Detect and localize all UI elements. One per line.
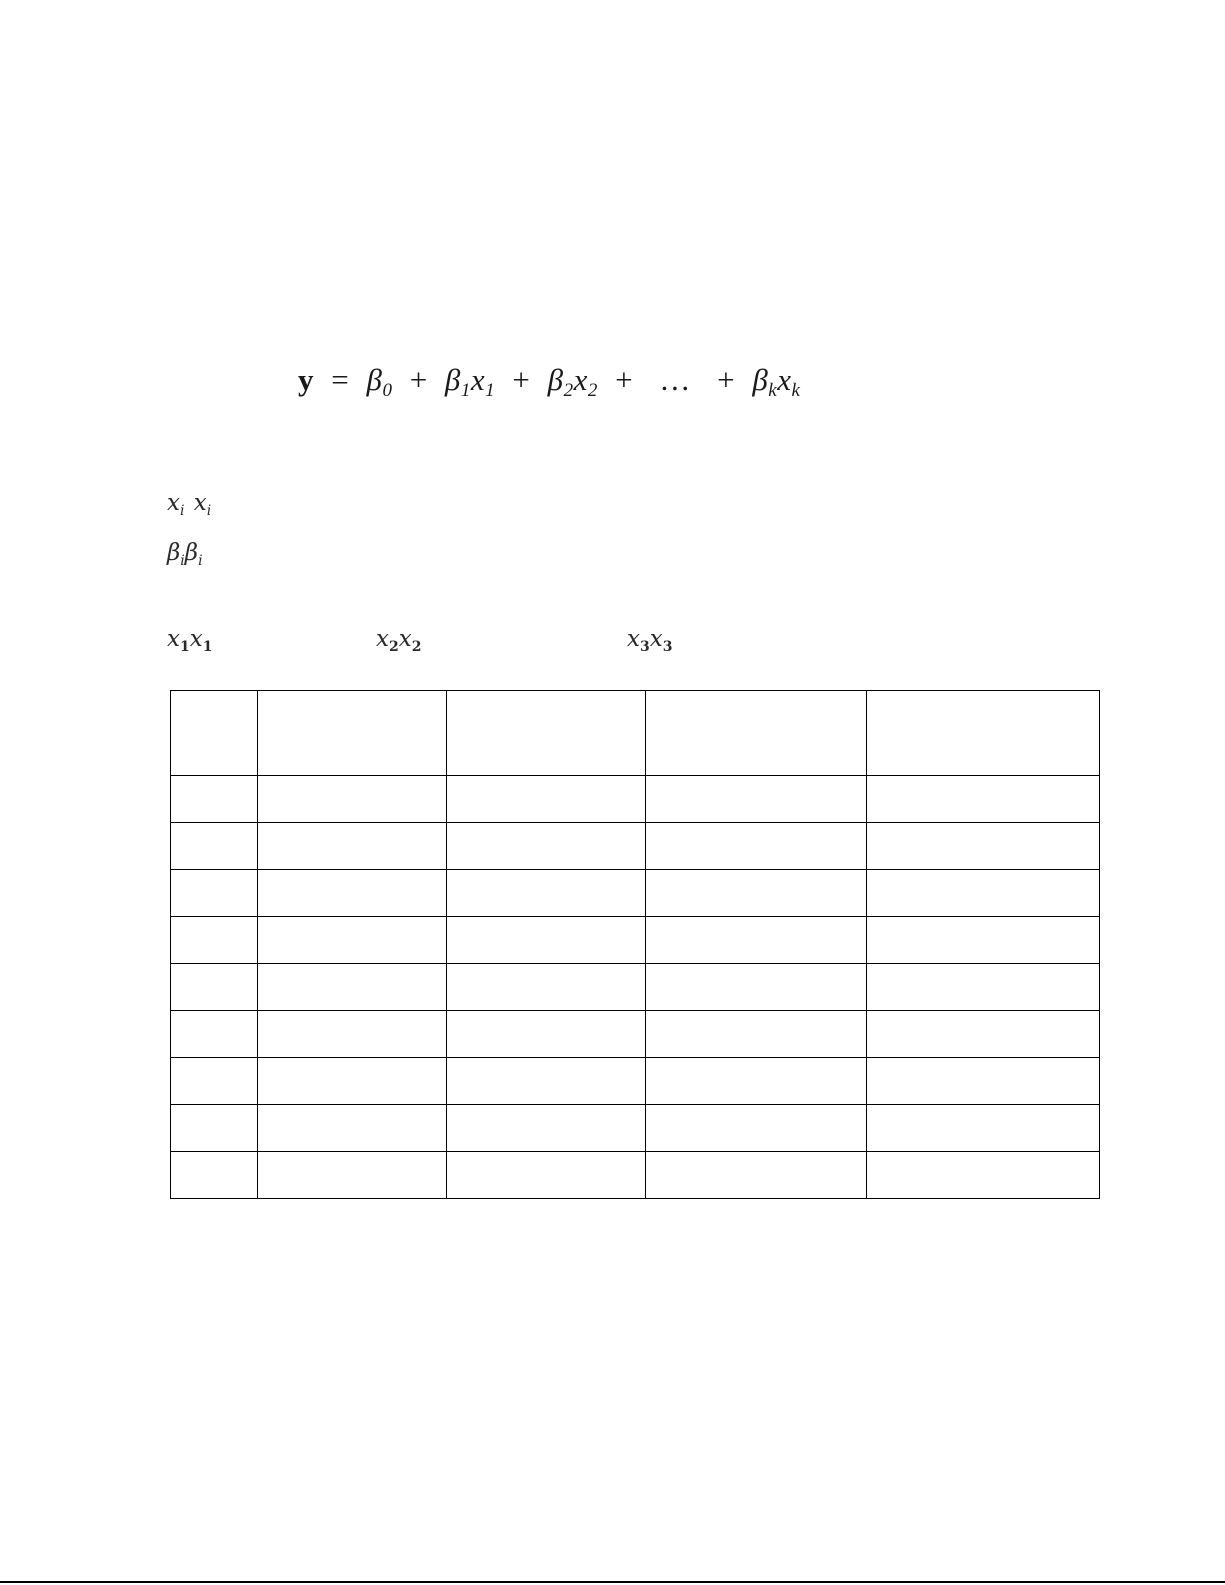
table-cell xyxy=(867,823,1100,870)
table-cell xyxy=(258,823,447,870)
symbol-x3-pair: $x_3x_3$ xyxy=(627,626,673,655)
eq-beta2-x2: $\beta_2x_2$ xyxy=(547,362,598,401)
table-cell xyxy=(867,1011,1100,1058)
eq-beta1-x1: $\beta_1x_1$ xyxy=(444,362,496,401)
table-cell xyxy=(646,1058,867,1105)
eq-plus-3: + xyxy=(615,362,634,397)
table-row xyxy=(171,1058,1100,1105)
symbol-x1-pair: $x_1x_1$ xyxy=(167,626,213,655)
eq-beta0: $\beta_0$ xyxy=(366,362,393,401)
table-header-row xyxy=(171,691,1100,776)
table-row xyxy=(171,1011,1100,1058)
table-cell xyxy=(867,870,1100,917)
table-cell xyxy=(258,1105,447,1152)
table-cell xyxy=(171,964,258,1011)
table-cell xyxy=(447,776,646,823)
table-cell xyxy=(867,917,1100,964)
table-cell xyxy=(867,1058,1100,1105)
table-cell xyxy=(171,776,258,823)
table-cell xyxy=(646,917,867,964)
table-cell xyxy=(258,870,447,917)
table-cell xyxy=(171,1011,258,1058)
table-cell xyxy=(646,1011,867,1058)
symbol-betai-pair: $\beta_i\beta_i$ xyxy=(167,540,203,569)
table-row xyxy=(171,1105,1100,1152)
eq-plus-1: + xyxy=(409,362,428,397)
data-table xyxy=(170,690,1100,1199)
table-cell xyxy=(447,917,646,964)
header-cell xyxy=(447,691,646,776)
table-cell xyxy=(646,776,867,823)
symbol-xi-pair: $x_i$ $x_i$ xyxy=(167,490,212,519)
table-cell xyxy=(867,1152,1100,1199)
table-cell xyxy=(646,964,867,1011)
table-cell xyxy=(447,1105,646,1152)
table-row xyxy=(171,823,1100,870)
table-cell xyxy=(867,964,1100,1011)
table-cell xyxy=(171,1058,258,1105)
table-cell xyxy=(171,870,258,917)
eq-y: y xyxy=(298,362,314,397)
table-row xyxy=(171,917,1100,964)
table-cell xyxy=(258,1058,447,1105)
table-cell xyxy=(646,1152,867,1199)
table-cell xyxy=(447,1152,646,1199)
table-cell xyxy=(258,917,447,964)
table-row xyxy=(171,870,1100,917)
page-bottom-rule xyxy=(0,1581,1225,1583)
table-cell xyxy=(447,1011,646,1058)
table-cell xyxy=(646,823,867,870)
eq-betak-xk: $\beta_kx_k$ xyxy=(752,362,801,401)
table-cell xyxy=(171,823,258,870)
table-cell xyxy=(258,964,447,1011)
symbol-x2-pair: $x_2x_2$ xyxy=(376,626,422,655)
table-row xyxy=(171,776,1100,823)
table-cell xyxy=(447,964,646,1011)
table-cell xyxy=(447,1058,646,1105)
header-cell xyxy=(171,691,258,776)
header-cell xyxy=(867,691,1100,776)
eq-equals: = xyxy=(331,362,350,397)
eq-ellipsis: … xyxy=(659,362,691,397)
eq-plus-2: + xyxy=(512,362,531,397)
header-cell xyxy=(258,691,447,776)
table-cell xyxy=(171,1105,258,1152)
table-cell xyxy=(867,1105,1100,1152)
table-row xyxy=(171,964,1100,1011)
table-cell xyxy=(171,1152,258,1199)
table-cell xyxy=(258,1152,447,1199)
table-cell xyxy=(258,776,447,823)
header-cell xyxy=(646,691,867,776)
table-row xyxy=(171,1152,1100,1199)
table-cell xyxy=(171,917,258,964)
table-cell xyxy=(646,870,867,917)
table-cell xyxy=(258,1011,447,1058)
table-cell xyxy=(447,823,646,870)
table-cell xyxy=(447,870,646,917)
eq-plus-4: + xyxy=(717,362,736,397)
regression-equation xyxy=(298,362,800,402)
table-cell xyxy=(646,1105,867,1152)
table-cell xyxy=(867,776,1100,823)
